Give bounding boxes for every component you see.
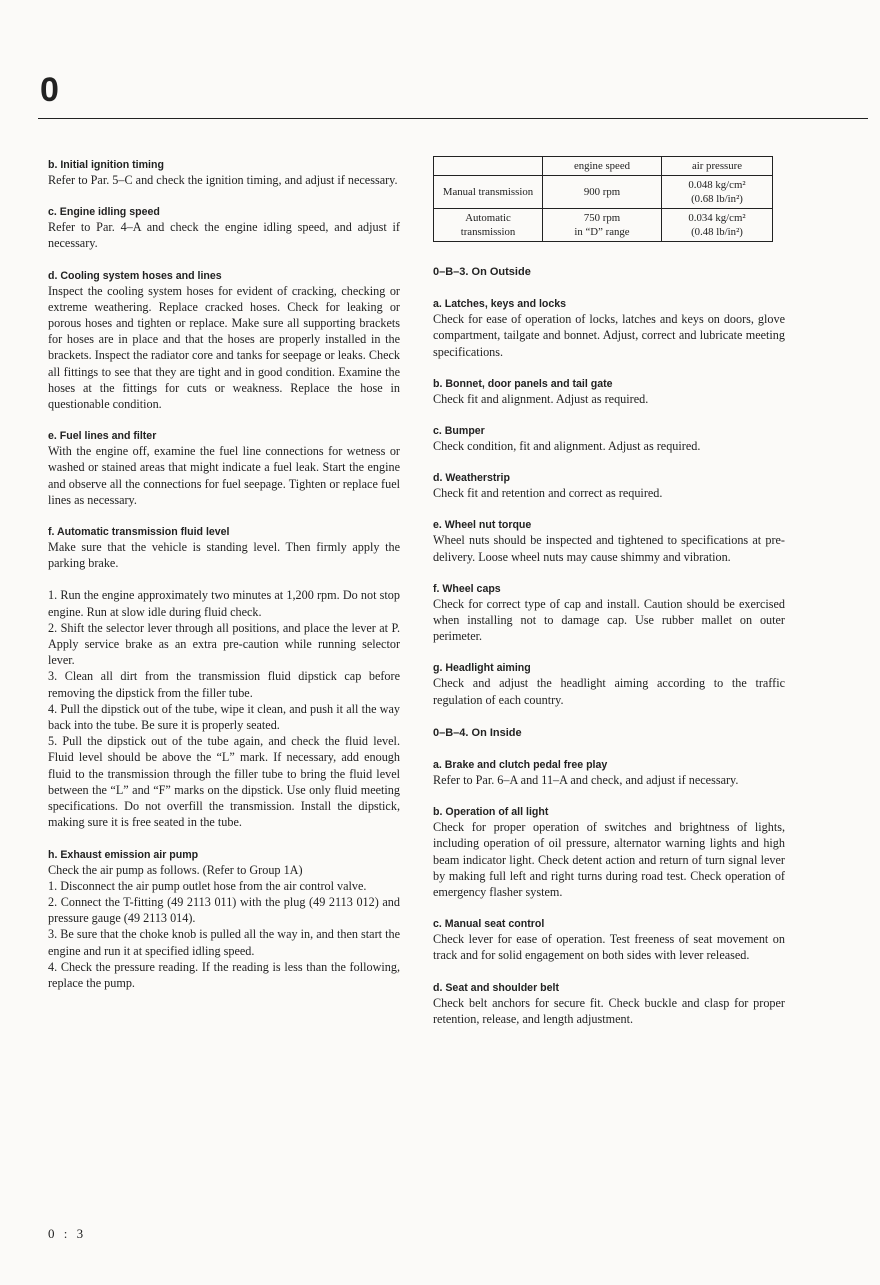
table-cell: 0.048 kg/cm² (0.68 lb/in²)	[662, 176, 773, 209]
section	[48, 525, 400, 830]
section-paragraph: Check for correct type of cap and install. Caution should be exercised when installing not to damage cap. Use rubber mallet on outer perimeter.	[433, 596, 785, 644]
table-header-cell: engine speed	[543, 157, 662, 176]
section-paragraph: Refer to Par. 6–A and 11–A and check, and adjust if necessary.	[433, 773, 739, 788]
section-paragraph: Refer to Par. 5–C and check the ignition timing, and adjust if necessary.	[48, 173, 398, 187]
section-paragraph: Check belt anchors for secure fit. Check buckle and clasp for proper retention, release, and length adjustment.	[433, 995, 785, 1026]
section-paragraph: Check and adjust the headlight aiming according to the traffic regulation of each country.	[433, 676, 785, 707]
section-heading: e. Wheel nut torque	[433, 519, 532, 532]
table-cell: 900 rpm	[543, 176, 662, 209]
section-heading: b. Operation of all light	[433, 806, 549, 819]
section-heading: f. Automatic transmission fluid level	[48, 526, 230, 539]
section	[433, 471, 785, 501]
section-paragraph: Refer to Par. 4–A and check the engine idling speed, and adjust if necessary.	[48, 220, 400, 251]
page-number: 0 : 3	[48, 1226, 87, 1241]
section	[48, 158, 400, 188]
table-row	[434, 209, 773, 242]
section	[48, 848, 400, 992]
section-heading: d. Seat and shoulder belt	[433, 981, 559, 994]
inside-sections	[433, 758, 785, 1027]
inside-subsection-heading: 0–B–4. On Inside	[433, 726, 522, 739]
section-heading: d. Cooling system hoses and lines	[48, 269, 222, 282]
section-paragraph: With the engine off, examine the fuel line connections for wetness or washed or stained areas that might indicate a fuel leak. Start the engine and observe all the connections for fuel seepage. Tighten or replace fuel lines as necessary.	[48, 444, 400, 507]
section-heading: b. Bonnet, door panels and tail gate	[433, 377, 613, 390]
section	[433, 805, 785, 900]
section	[433, 518, 785, 564]
left-column	[48, 158, 400, 1008]
table-cell: 0.034 kg/cm² (0.48 lb/in²)	[662, 209, 773, 242]
section	[48, 429, 400, 508]
section-heading: b. Initial ignition timing	[48, 159, 164, 171]
section-paragraph: Check fit and alignment. Adjust as required.	[433, 391, 649, 406]
section-heading: d. Weatherstrip	[433, 472, 510, 485]
section	[433, 424, 785, 454]
section	[433, 661, 785, 707]
outside-subsection-heading: 0–B–3. On Outside	[433, 266, 531, 278]
section-heading: f. Wheel caps	[433, 582, 501, 595]
section-heading: a. Brake and clutch pedal free play	[433, 759, 608, 772]
section	[433, 377, 785, 407]
section-paragraph: Check for proper operation of switches and brightness of lights, including operation of oil pressure, alternator warning lights and high beam indicator light. Check detent action and return of turn signal lever by making full left and right turns during road test. Check operation of emergency flasher system.	[433, 820, 785, 900]
header-rule	[38, 118, 868, 119]
section-paragraph: Check the air pump as follows. (Refer to Group 1A) 1. Disconnect the air pump outlet hose from the air control valve. 2. Connect the T-fitting (49 2113 011) with the plug (49 2113 012) and pressure gauge (49 2113 014). 3. Be sure that the choke knob is pulled all the way in, and then start the engine and run it at specified idling speed. 4. Check the pressure reading. If the reading is less than the following, replace the pump.	[48, 862, 400, 990]
table-row	[434, 176, 773, 209]
section-heading: a. Latches, keys and locks	[433, 298, 567, 311]
table-cell: Automatic transmission	[434, 209, 543, 242]
section	[433, 582, 785, 645]
air-pressure-table	[433, 156, 773, 242]
chapter-number: 0	[40, 71, 59, 109]
right-column	[433, 156, 785, 1044]
section	[433, 297, 785, 360]
table-cell: Manual transmission	[434, 176, 543, 209]
section-paragraph: Check for ease of operation of locks, latches and keys on doors, glove compartment, tailgate and bonnet. Adjust, correct and lubricate meeting specifications.	[433, 312, 785, 359]
section-paragraph: Make sure that the vehicle is standing level. Then firmly apply the parking brake.	[48, 540, 400, 571]
section-heading: e. Fuel lines and filter	[48, 430, 157, 443]
section	[48, 205, 400, 251]
section-paragraph: Check condition, fit and alignment. Adjust as required.	[433, 439, 701, 454]
table-header-cell: air pressure	[662, 157, 773, 176]
section-paragraph: Check fit and retention and correct as required.	[433, 486, 663, 501]
table-header-cell	[434, 157, 543, 176]
section	[433, 981, 785, 1027]
section	[48, 269, 400, 413]
section-heading: h. Exhaust emission air pump	[48, 848, 199, 861]
table-header-row	[434, 157, 773, 176]
section-paragraph: Check lever for ease of operation. Test freeness of seat movement on track and for solid engagement on both sides with lever released.	[433, 932, 785, 963]
section-paragraph: Inspect the cooling system hoses for evident of cracking, checking or extreme weathering. Replace cracked hoses. Check for leaking or porous hoses and tighten or replace. Make sure all supporting brackets for hoses are in place and that the hoses are properly installed in the brackets. Inspect the radiator core and tanks for seepage or leaks. Check all fittings to see that they are tight and in good condition. Examine the hoses at the fittings for cuts or weakness. Replace the hose in questionable condition.	[48, 283, 400, 412]
section-heading: c. Manual seat control	[433, 918, 545, 931]
section-paragraph: 1. Run the engine approximately two minutes at 1,200 rpm. Do not stop engine. Run at slow idle during fluid check. 2. Shift the selector lever through all positions, and place the lever at P. Apply service brake as an extra pre-caution while running selector lever. 3. Clean all dirt from the transmission fluid dipstick cap before removing the dipstick from the filler tube. 4. Pull the dipstick out of the tube, wipe it clean, and push it all the way back into the tube. Be sure it is properly seated. 5. Pull the dipstick out of the tube again, and check the fluid level. Fluid level should be above the “L” mark. If necessary, add enough fluid to the transmission through the filler tube to bring the fluid level between the “L” and “F” marks on the dipstick. Use only fluid meeting specifications. Do not overfill the transmission. Install the dipstick, making sure it is free seated in the tube.	[48, 588, 400, 830]
section-heading: c. Engine idling speed	[48, 206, 160, 219]
outside-sections	[433, 297, 785, 708]
section	[433, 917, 785, 963]
section	[433, 758, 785, 788]
section-heading: g. Headlight aiming	[433, 662, 531, 675]
section-heading: c. Bumper	[433, 425, 485, 438]
section-paragraph: Wheel nuts should be inspected and tightened to specifications at pre-delivery. Loose wheel nuts may cause shimmy and vibration.	[433, 533, 785, 564]
table-cell: 750 rpm in “D” range	[543, 209, 662, 242]
